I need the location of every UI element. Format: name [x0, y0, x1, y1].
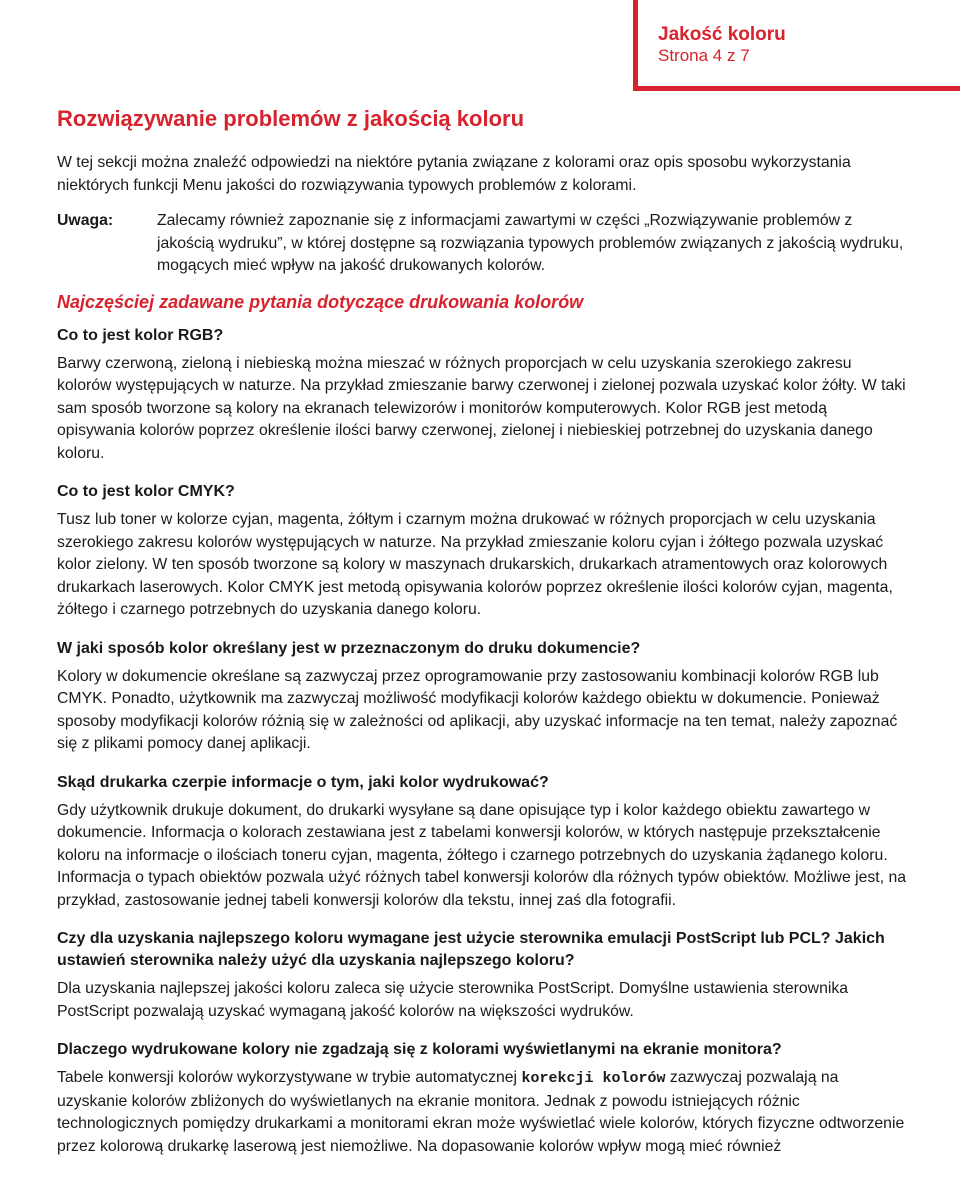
faq-item [57, 928, 907, 1023]
intro-paragraph: W tej sekcji można znaleźć odpowiedzi na niektóre pytania związane z kolorami oraz opis sposobu wykorzystania niektórych funkcji Menu jakości do rozwiązywania typowych problemów z kolorami. [57, 154, 851, 194]
page-title: Rozwiązywanie problemów z jakością koloru [57, 106, 525, 131]
faq-question: W jaki sposób kolor określany jest w przeznaczonym do druku dokumencie? [57, 639, 641, 657]
faq-answer [57, 1067, 907, 1158]
faq-answer: Dla uzyskania najlepszej jakości koloru zaleca się użycie sterownika PostScript. Domyślne ustawienia sterownika PostScript pozwalają uzyskać wymaganą jakość kolorów na większości wydruków. [57, 980, 849, 1020]
faq-item [57, 481, 907, 622]
faq-answer-text: Tabele konwersji kolorów wykorzystywane w trybie automatycznej [57, 1069, 522, 1086]
faq-item [57, 1039, 907, 1158]
faq-answer: Kolory w dokumencie określane są zazwyczaj przez oprogramowanie przy zastosowaniu kombinacji kolorów RGB lub CMYK. Ponadto, użytkownik ma zazwyczaj możliwość modyfikacji kolorów każdego obiektu w dokumencie. Ponieważ sposoby modyfikacji kolorów różnią się w zależności od aplikacji, aby uzyskać informacje na ten temat, należy zapoznać się z plikami pomocy danej aplikacji. [57, 667, 898, 752]
faq-question: Skąd drukarka czerpie informacje o tym, jaki kolor wydrukować? [57, 773, 549, 791]
note-label: Uwaga: [57, 212, 114, 229]
faq-question: Czy dla uzyskania najlepszego koloru wymagane jest użycie sterownika emulacji PostScript lub PCL? Jakich ustawień sterownika należy użyć dla uzyskania najlepszego koloru? [57, 930, 885, 969]
faq-answer: Barwy czerwoną, zieloną i niebieską można mieszać w różnych proporcjach w celu uzyskania szerokiego zakresu kolorów występujących w naturze. Na przykład zmieszanie barwy czerwonej i zielonej pozwala uzyskać kolor żółty. W taki sam sposób tworzone są kolory na ekranach telewizorów i monitorów komputerowych. Kolor RGB jest metodą opisywania kolorów poprzez określenie ilości barwy czerwonej, zielonej i niebieskiej potrzebnej do uzyskania danego koloru. [57, 354, 906, 462]
note-text: Zalecamy również zapoznanie się z informacjami zawartymi w części „Rozwiązywanie problemów z jakością wydruku”, w której dostępne są rozwiązania typowych problemów związanych z jakością wydruku, mogących mieć wpływ na jakość drukowanych kolorów. [157, 212, 904, 274]
faq-item [57, 325, 907, 466]
note-block [57, 210, 907, 278]
faq-question: Co to jest kolor RGB? [57, 326, 224, 344]
header-title: Jakość koloru [658, 24, 786, 45]
document-body [57, 106, 907, 1174]
header-page-number: Strona 4 z 7 [658, 46, 750, 65]
faq-answer-text: zazwyczaj pozwalają na uzyskanie kolorów zbliżonych do wyświetlanych na ekranie monitora. Jednak z powodu istniejących różnic technologicznych pomiędzy drukarkami a monitorami ekran może wyświetlać wiele kolorów, których fizyczne odtworzenie przez kolorową drukarkę laserową jest niemożliwe. Na dopasowanie kolorów wpływ mogą mieć również [57, 1069, 905, 1155]
faq-item [57, 772, 907, 913]
faq-question: Dlaczego wydrukowane kolory nie zgadzają się z kolorami wyświetlanymi na ekranie monitora? [57, 1041, 782, 1058]
faq-answer: Gdy użytkownik drukuje dokument, do drukarki wysyłane są dane opisujące typ i kolor każdego obiektu zawartego w dokumencie. Informacja o kolorach zestawiana jest z tabelami konwersji kolorów, w których następuje przekształcenie koloru na informacje o ilościach toneru cyjan, magenta, żółtego i czarnego potrzebnych do uzyskania żądanego koloru. Informacja o typach obiektów pozwala użyć różnych tabel konwersji kolorów dla różnych typów obiektów. Możliwe jest, na przykład, zastosowanie jednej tabeli konwersji kolorów dla tekstu, innej zaś dla fotografii. [57, 801, 907, 909]
faq-item [57, 638, 907, 756]
page-header [633, 0, 960, 91]
faq-question: Co to jest kolor CMYK? [57, 483, 235, 500]
menu-setting-name: korekcji kolorów [521, 1070, 666, 1087]
faq-answer: Tusz lub toner w kolorze cyjan, magenta, żółtym i czarnym można drukować w różnych proporcjach w celu uzyskania szerokiego zakresu kolorów występujących w naturze. Na przykład zmieszanie koloru cyjan i żółtego pozwala uzyskać kolor zielony. W ten sposób tworzone są kolory w maszynach drukarskich, drukarkach atramentowych oraz kolorowych drukarkach laserowych. Kolor CMYK jest metodą opisywania kolorów poprzez określenie ilości kolorów cyjan, magenta, żółtego i czarnego potrzebnych do uzyskania danego koloru. [57, 511, 893, 618]
faq-heading: Najczęściej zadawane pytania dotyczące drukowania kolorów [57, 291, 584, 312]
